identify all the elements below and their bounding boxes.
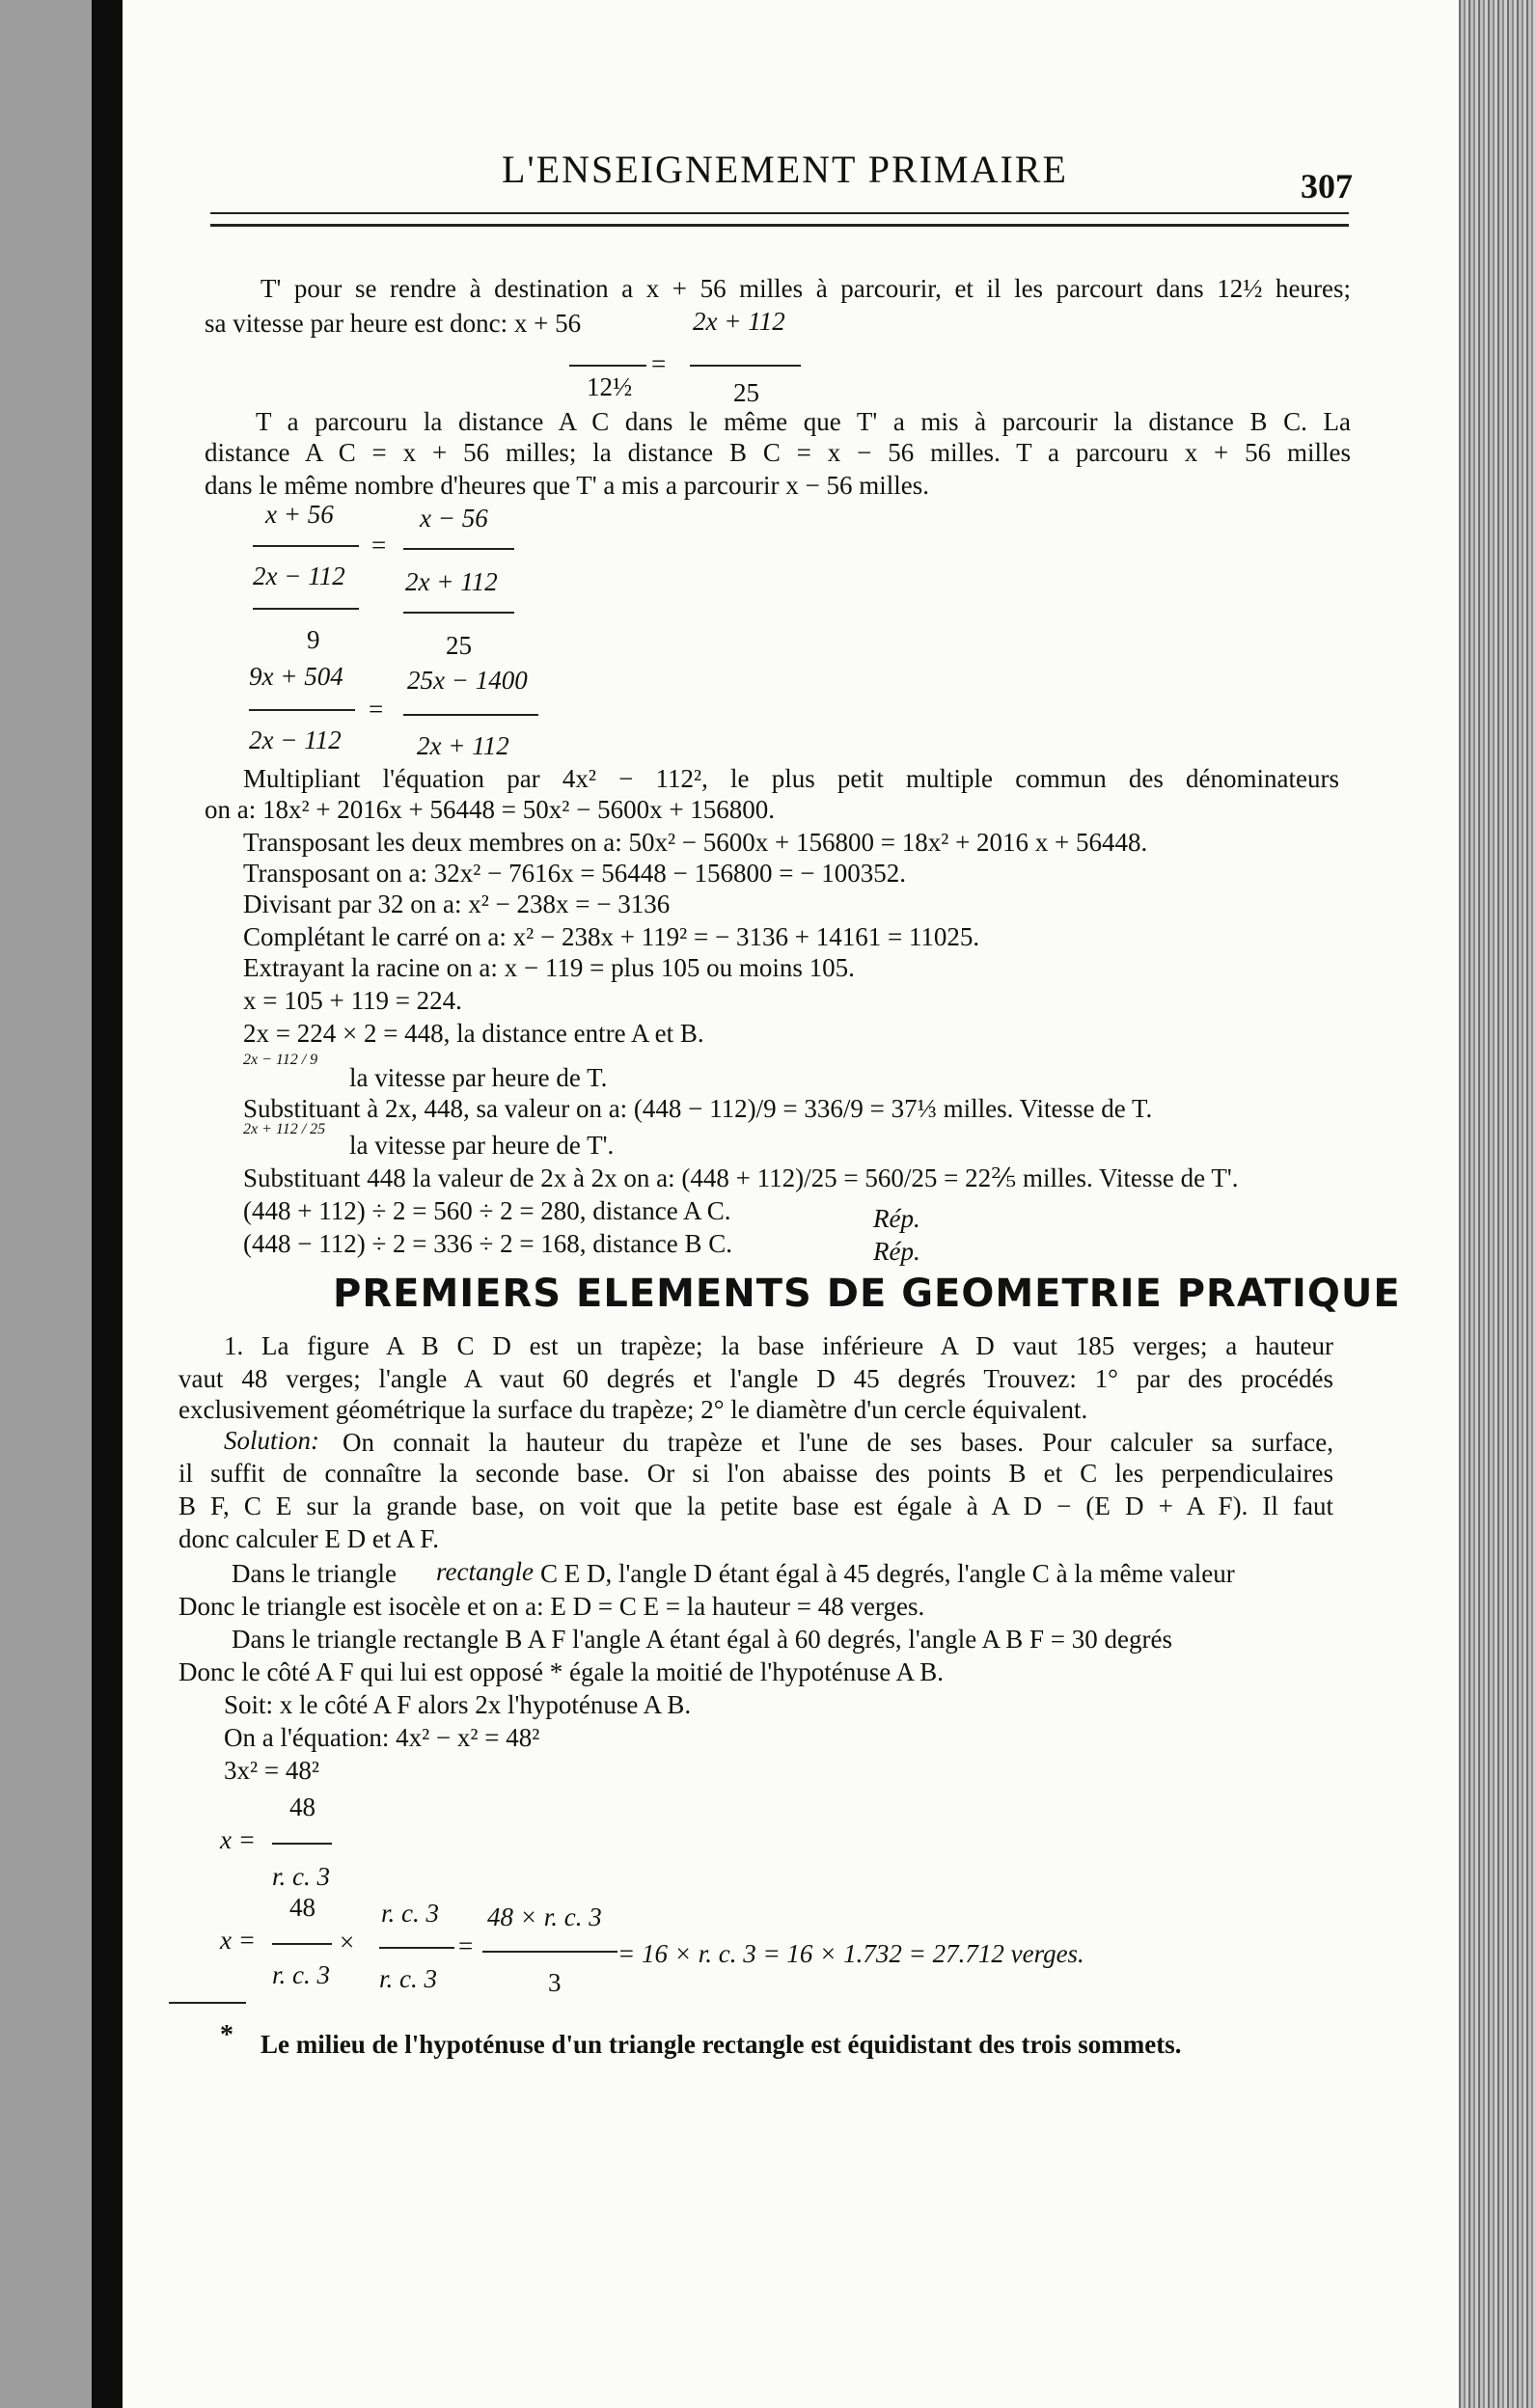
text-line: la vitesse par heure de T. <box>349 1063 608 1092</box>
text-line: T' pour se rendre à destination a x + 56 milles à parcourir, et il les parcourt dans 12½ heures; <box>261 274 1351 303</box>
eq-term: r. c. 3 <box>379 1964 437 1993</box>
fraction-bar <box>253 545 359 547</box>
text-line: Transposant les deux membres on a: 50x² − 5600x + 156800 = 18x² + 2016 x + 56448. <box>243 828 1148 857</box>
eq-term: 48 <box>289 1792 315 1821</box>
eq-term: 25 <box>446 631 472 660</box>
fraction-bar <box>272 1943 332 1945</box>
times-sign: × <box>340 1928 355 1956</box>
text-line: On a l'équation: 4x² − x² = 48² <box>224 1723 540 1752</box>
eq-term: r. c. 3 <box>272 1862 330 1891</box>
answer-label: Rép. <box>873 1237 920 1266</box>
text-line: Extrayant la racine on a: x − 119 = plus 105 ou moins 105. <box>243 953 855 982</box>
book-spine-shadow <box>0 0 92 2408</box>
text-line: Substituant à 2x, 448, sa valeur on a: (448 − 112)/9 = 336/9 = 37⅓ milles. Vitesse de T. <box>243 1094 1153 1123</box>
fraction-bar <box>569 365 646 367</box>
text-line: Divisant par 32 on a: x² − 238x = − 3136 <box>243 889 671 918</box>
equals-sign: = <box>458 1931 474 1960</box>
page-edges <box>1459 0 1536 2408</box>
text-line: dans le même nombre d'heures que T' a mis a parcourir x − 56 milles. <box>205 471 930 500</box>
text-line: distance A C = x + 56 milles; la distance B C = x − 56 milles. T a parcouru x + 56 milles <box>205 438 1351 467</box>
fraction-bar <box>249 709 355 711</box>
fraction-bar <box>272 1843 332 1845</box>
text-line: T a parcouru la distance A C dans le même que T' a mis à parcourir la distance B C. La <box>256 407 1351 436</box>
eq-term: x − 56 <box>420 504 488 533</box>
text-line: (448 + 112) ÷ 2 = 560 ÷ 2 = 280, distance A C. <box>243 1196 731 1225</box>
page-number: 307 <box>1301 167 1353 205</box>
eq-term: 2x + 112 <box>405 567 498 596</box>
fraction-bar <box>690 365 801 367</box>
eq-term: 48 <box>289 1893 315 1922</box>
fraction-bar <box>379 1947 454 1949</box>
small-fraction: 2x + 112 / 25 <box>243 1121 326 1137</box>
text-line: Complétant le carré on a: x² − 238x + 119² = − 3136 + 14161 = 11025. <box>243 922 980 951</box>
fraction-bar <box>482 1951 617 1953</box>
eq-term: x + 56 <box>265 500 334 529</box>
answer-label: Rép. <box>873 1204 920 1233</box>
text-line: la vitesse par heure de T'. <box>349 1131 615 1160</box>
text-line: 2x = 224 × 2 = 448, la distance entre A et B. <box>243 1019 704 1048</box>
fraction-bar <box>403 612 514 614</box>
fraction-denominator: 25 <box>733 378 759 407</box>
text-line: Soit: x le côté A F alors 2x l'hypoténuse A B. <box>224 1690 692 1719</box>
text-line: Donc le côté A F qui lui est opposé * égale la moitié de l'hypoténuse A B. <box>178 1657 944 1686</box>
footnote-mark: * <box>220 2020 233 2050</box>
eq-term: 48 × r. c. 3 <box>487 1902 602 1931</box>
text-line: on a: 18x² + 2016x + 56448 = 50x² − 5600x + 156800. <box>205 795 776 824</box>
text-line: (448 − 112) ÷ 2 = 336 ÷ 2 = 168, distance B C. <box>243 1229 733 1258</box>
eq-term: r. c. 3 <box>381 1899 439 1928</box>
eq-term: 2x + 112 <box>417 731 509 760</box>
fraction-denominator: 12½ <box>587 372 633 401</box>
text-line: Dans le triangle <box>232 1559 397 1588</box>
solution-label: Solution: <box>224 1426 319 1455</box>
eq-term: r. c. 3 <box>272 1960 330 1989</box>
text-line: B F, C E sur la grande base, on voit que la petite base est égale à A D − (E D + A F). Il faut <box>178 1491 1333 1520</box>
eq-term: x = <box>220 1926 256 1955</box>
italic-word: rectangle <box>436 1557 534 1586</box>
text-line: x = 105 + 119 = 224. <box>243 986 462 1015</box>
equals-sign: = <box>369 695 384 724</box>
text-line: exclusivement géométrique la surface du trapèze; 2° le diamètre d'un cercle équivalent. <box>178 1395 1088 1424</box>
eq-term: 2x − 112 <box>249 725 342 754</box>
running-header: L'ENSEIGNEMENT PRIMAIRE <box>502 148 1068 191</box>
header-rule <box>210 212 1349 214</box>
fraction-numerator: 2x + 112 <box>693 307 785 336</box>
text-line: C E D, l'angle D étant égal à 45 degrés, l'angle C à la même valeur <box>540 1559 1235 1588</box>
eq-term: x = <box>220 1825 256 1854</box>
text-line: Multipliant l'équation par 4x² − 112², le plus petit multiple commun des dénominateurs <box>243 764 1339 793</box>
eq-term: 9 <box>307 625 320 654</box>
fraction-bar <box>403 548 514 550</box>
small-fraction: 2x − 112 / 9 <box>243 1052 318 1068</box>
eq-term: 3 <box>548 1968 562 1997</box>
fraction-bar <box>403 714 538 716</box>
equals-sign: = <box>371 531 387 560</box>
text-line: Transposant on a: 32x² − 7616x = 56448 − 156800 = − 100352. <box>243 859 906 888</box>
text-line: donc calculer E D et A F. <box>178 1524 440 1553</box>
footnote-rule <box>169 2002 246 2004</box>
text-line: Donc le triangle est isocèle et on a: E D = C E = la hauteur = 48 verges. <box>178 1592 925 1621</box>
eq-term: = 16 × r. c. 3 = 16 × 1.732 = 27.712 verges. <box>617 1939 1084 1968</box>
fraction-bar <box>253 608 359 610</box>
section-heading: PREMIERS ELEMENTS DE GEOMETRIE PRATIQUE <box>333 1272 1401 1316</box>
book-gutter <box>92 0 123 2408</box>
text-line: Dans le triangle rectangle B A F l'angle A étant égal à 60 degrés, l'angle A B F = 30 degrés <box>232 1625 1172 1654</box>
text-line: Substituant 448 la valeur de 2x à 2x on a: (448 + 112)/25 = 560/25 = 22⅖ milles. Vitesse de T'. <box>243 1163 1239 1192</box>
text-line: il suffit de connaître la seconde base. Or si l'on abaisse des points B et C les perpendiculaires <box>178 1459 1333 1488</box>
footnote-text: Le milieu de l'hypoténuse d'un triangle rectangle est équidistant des trois sommets. <box>261 2030 1182 2059</box>
header-rule-thick <box>210 224 1349 227</box>
text-line: vaut 48 verges; l'angle A vaut 60 degrés et l'angle D 45 degrés Trouvez: 1° par des procédés <box>178 1364 1333 1393</box>
text-line: sa vitesse par heure est donc: x + 56 <box>205 309 582 338</box>
equals-sign: = <box>651 349 667 378</box>
text-line: 3x² = 48² <box>224 1756 319 1785</box>
eq-term: 25x − 1400 <box>407 666 528 695</box>
eq-term: 2x − 112 <box>253 561 345 590</box>
text-line: On connait la hauteur du trapèze et l'une de ses bases. Pour calculer sa surface, <box>343 1428 1333 1457</box>
eq-term: 9x + 504 <box>249 662 343 691</box>
text-line: 1. La figure A B C D est un trapèze; la base inférieure A D vaut 185 verges; a hauteur <box>224 1331 1333 1360</box>
